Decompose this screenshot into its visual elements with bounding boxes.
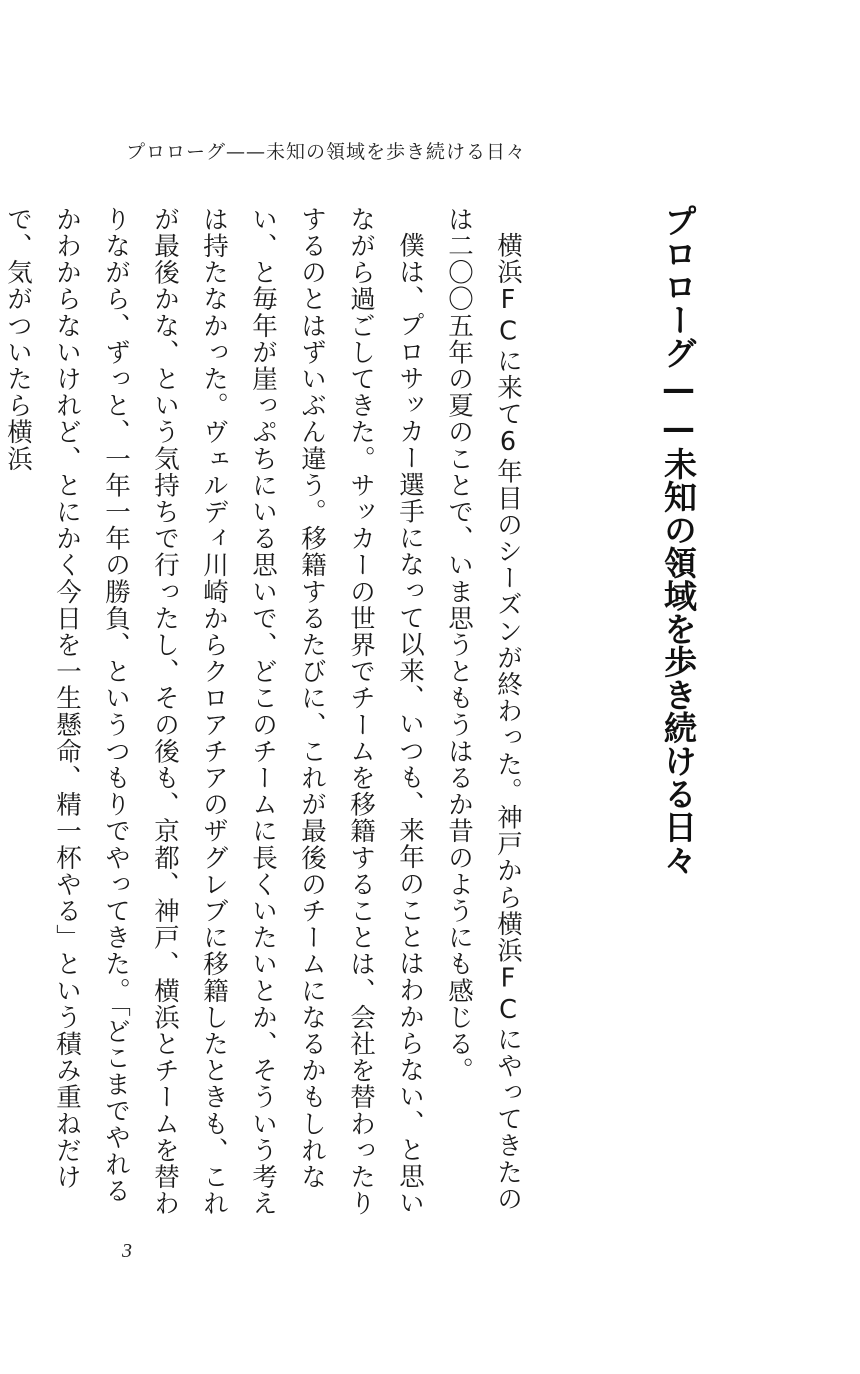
page-number: 3 [122,1240,132,1262]
body-text [3,206,532,1226]
paragraph: 僕は、プロサッカー選手になって以来、いつも、来年のことはわからない、と思いながら過ごしてきた。サッカーの世界でチームを移籍することは、会社を替わったりするのとはずいぶん違う。移籍するたびに、これが最後のチームになるかもしれない、と毎年が崖っぷちにいる思いで、どこのチームに長くいたいとか、そういう考えは持たなかった。ヴェルディ川崎からクロアチアのザグレブに移籍したときも、これが最後かな、という気持ちで行ったし、その後も、京都、神戸、横浜とチームを替わりながら、ずっと、一年一年の勝負、というつもりでやってきた。「どこまでやれるかわからないけれど、とにかく今日を一生懸命、精一杯やる」という積み重ねだけで、気がついたら横浜 [3,206,425,1217]
chapter-title: プロローグ——未知の領域を歩き続ける日々 [659,204,698,876]
running-header: プロローグ——未知の領域を歩き続ける日々 [126,141,527,163]
paragraph: 横浜FCに来て6年目のシーズンが終わった。神戸から横浜FCにやってきたのは二〇〇五年の夏のことで、いま思うともうはるか昔のようにも感じる。 [444,206,523,1212]
